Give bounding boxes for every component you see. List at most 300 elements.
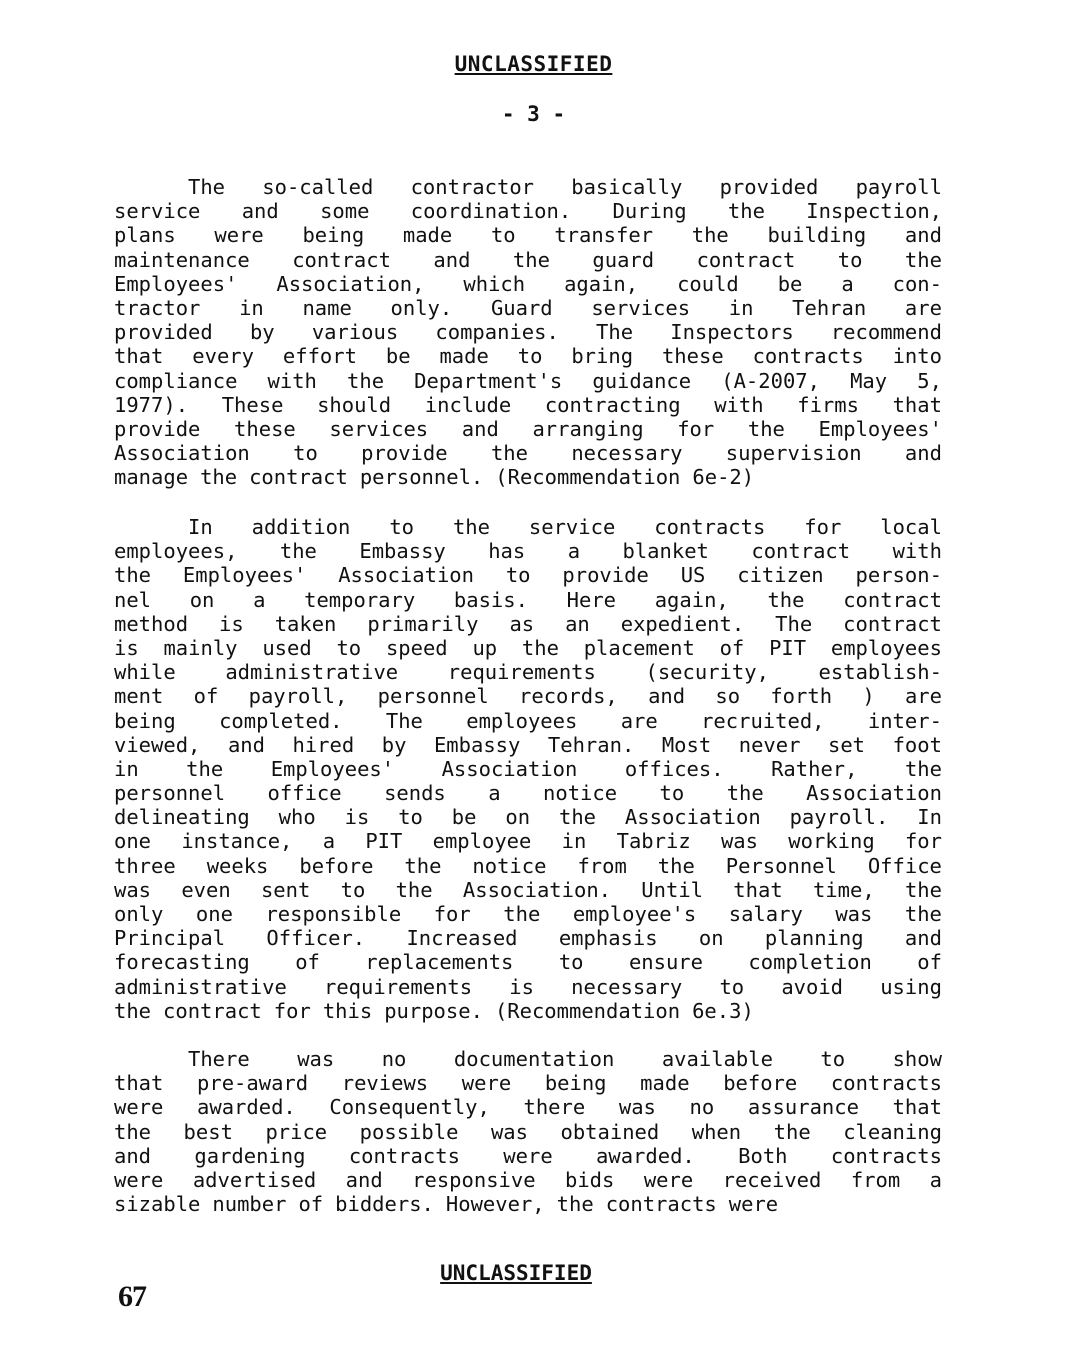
word: while <box>114 660 176 685</box>
word: Personnel <box>725 853 837 878</box>
word: only. <box>390 295 453 320</box>
text-line <box>114 175 942 199</box>
word: Association <box>441 756 578 781</box>
word: was <box>618 1095 656 1120</box>
word: Department's <box>414 368 563 393</box>
word: a <box>567 539 581 564</box>
word: before <box>299 853 374 878</box>
word: again, <box>564 271 639 296</box>
word: the <box>114 1119 152 1144</box>
word: arranging <box>532 416 644 441</box>
word: There <box>188 1047 250 1071</box>
word: recommend <box>830 320 942 345</box>
word: which <box>463 271 526 296</box>
word: various <box>311 320 399 345</box>
word: cleaning <box>843 1119 942 1144</box>
word: and <box>904 223 942 248</box>
word: to <box>820 1047 846 1071</box>
word: awarded. <box>596 1143 695 1168</box>
word: with <box>267 368 317 393</box>
text-line <box>114 539 942 563</box>
word: and <box>433 247 471 272</box>
word: pre-award <box>197 1071 309 1096</box>
word: are <box>620 708 658 733</box>
word: for <box>804 515 842 539</box>
word: addition <box>251 515 351 539</box>
word: provided <box>114 320 213 345</box>
word: contracts <box>830 1071 942 1096</box>
word: necessary <box>571 441 683 466</box>
word: available <box>661 1047 773 1071</box>
word: These <box>221 392 284 417</box>
word: emphasis <box>558 926 658 951</box>
word: that <box>892 392 942 417</box>
word: ment <box>114 684 164 709</box>
word: Embassy <box>359 539 446 564</box>
word: is <box>219 611 244 636</box>
word: sends <box>384 781 446 806</box>
text-line <box>114 417 942 441</box>
word: even <box>181 877 231 902</box>
page-number: - 3 - <box>501 102 566 126</box>
word: contract <box>843 587 942 612</box>
word: notice <box>472 853 547 878</box>
word: Employees' <box>270 756 395 781</box>
word: Employees' <box>182 563 307 588</box>
word: a <box>488 781 501 806</box>
word: method <box>114 611 189 636</box>
word: payroll. <box>789 805 889 830</box>
word: Association <box>114 441 250 466</box>
word: only <box>114 902 164 926</box>
text-line <box>114 805 942 829</box>
word: was <box>114 877 152 902</box>
word: the <box>904 247 942 272</box>
word: Tehran. <box>547 732 635 757</box>
word: 6e.3) <box>692 998 754 1023</box>
word: service <box>114 199 201 224</box>
word: However, <box>445 1192 545 1217</box>
text-line <box>114 465 942 489</box>
word: contract <box>163 998 262 1023</box>
text-line <box>114 248 942 272</box>
word: show <box>892 1047 942 1071</box>
word: Rather, <box>771 756 858 781</box>
word: Embassy <box>433 732 521 757</box>
word: foot <box>892 732 942 757</box>
word: a <box>322 829 336 854</box>
text-line <box>114 223 942 247</box>
text-line <box>114 684 942 708</box>
word: contract <box>292 247 391 272</box>
word: inter- <box>867 708 942 733</box>
word: Tehran <box>792 295 867 320</box>
word: to <box>517 344 543 369</box>
word: when <box>691 1119 742 1144</box>
word: Employees' <box>818 416 942 441</box>
word: no <box>689 1095 715 1120</box>
word: administrative <box>114 974 287 999</box>
word: were <box>214 223 264 248</box>
text-line <box>114 1192 942 1216</box>
word: payroll, <box>248 684 348 709</box>
word: for <box>904 829 942 854</box>
word: provide <box>114 416 201 441</box>
word: 5, <box>917 368 942 393</box>
word: (A-2007, <box>721 368 820 393</box>
word: PIT <box>365 829 403 854</box>
word: employees <box>466 708 578 733</box>
word: no <box>381 1047 407 1071</box>
word: Association <box>624 805 761 830</box>
word: office <box>267 781 342 806</box>
text-line <box>114 975 942 999</box>
text-line <box>114 563 942 587</box>
word: the <box>503 902 541 926</box>
word: the <box>773 1119 811 1144</box>
word: one <box>195 902 233 926</box>
word: gardening <box>194 1143 306 1168</box>
word: awarded. <box>197 1095 296 1120</box>
text-line <box>114 636 942 660</box>
word: on <box>698 926 724 951</box>
word: are <box>904 295 942 320</box>
word: expedient. <box>620 611 745 636</box>
word: Association, <box>276 271 425 296</box>
word: employees <box>830 635 942 660</box>
word: there <box>523 1095 586 1120</box>
word: In <box>188 515 213 539</box>
word: requirements <box>323 974 473 999</box>
word: the <box>490 441 528 466</box>
word: one <box>114 829 152 854</box>
word: price <box>265 1119 328 1144</box>
word: effort <box>282 344 357 369</box>
word: guidance <box>592 368 692 393</box>
text-line <box>114 588 942 612</box>
word: being <box>114 708 176 733</box>
word: has <box>488 539 526 564</box>
word: companies. <box>435 320 559 345</box>
word: planning <box>764 926 864 951</box>
word: bidders. <box>335 1192 434 1217</box>
word: was <box>490 1119 528 1144</box>
word: set <box>828 732 866 757</box>
word: should <box>317 392 392 417</box>
word: establish- <box>818 660 942 685</box>
word: the <box>904 756 942 781</box>
word: primarily <box>367 611 479 636</box>
word: were <box>114 1095 164 1120</box>
word: that <box>733 877 783 902</box>
word: the <box>200 465 238 490</box>
word: to <box>336 635 362 660</box>
word: (Recommendation <box>494 998 681 1023</box>
word: the <box>904 902 942 926</box>
word: was <box>297 1047 335 1071</box>
word: sent <box>260 877 311 902</box>
text-line <box>114 950 942 974</box>
word: to <box>340 877 366 902</box>
word: purpose. <box>384 998 483 1023</box>
text-line <box>114 854 942 878</box>
word: Tabriz <box>616 829 691 854</box>
text-line <box>114 757 942 781</box>
word: every <box>192 344 254 369</box>
text-line <box>114 999 942 1023</box>
word: compliance <box>114 368 238 393</box>
word: responsible <box>265 902 402 926</box>
word: and <box>345 1167 383 1192</box>
word: to <box>558 950 584 975</box>
word: made <box>402 223 453 248</box>
word: to <box>505 563 531 588</box>
word: by <box>249 320 275 345</box>
word: assurance <box>747 1095 859 1120</box>
word: is <box>114 635 139 660</box>
word: weeks <box>206 853 269 878</box>
word: the <box>556 1192 594 1217</box>
word: the <box>727 199 765 224</box>
word: and <box>114 1143 152 1168</box>
word: Most <box>661 732 712 757</box>
text-line <box>114 878 942 902</box>
word: is <box>344 805 370 830</box>
word: speed <box>385 635 448 660</box>
word: Association. <box>462 877 612 902</box>
word: be <box>451 805 477 830</box>
word: tractor <box>114 295 201 320</box>
word: Employees' <box>114 271 238 296</box>
word: administrative <box>225 660 399 685</box>
word: guard <box>592 247 655 272</box>
word: these <box>661 344 724 369</box>
word: Office <box>867 853 942 878</box>
word: to <box>719 974 745 999</box>
word: contracts <box>654 515 766 539</box>
text-line <box>114 781 942 805</box>
word: made <box>439 344 489 369</box>
word: employees, <box>114 539 238 564</box>
word: a <box>929 1167 942 1192</box>
word: plans <box>114 223 176 248</box>
word: working <box>788 829 875 854</box>
word: and <box>904 441 942 466</box>
word: Consequently, <box>329 1095 490 1120</box>
word: contracts <box>830 1143 942 1168</box>
word: taken <box>274 611 337 636</box>
word: sizable <box>114 1192 201 1217</box>
word: were <box>114 1167 164 1192</box>
word: personnel <box>114 781 226 806</box>
word: Here <box>566 587 617 612</box>
word: documentation <box>453 1047 615 1071</box>
word: (Recommendation <box>495 465 681 490</box>
word: possible <box>359 1119 459 1144</box>
word: The <box>596 320 634 345</box>
word: that <box>114 1071 164 1096</box>
word: Inspection, <box>806 199 942 224</box>
word: the <box>767 587 805 612</box>
word: responsive <box>412 1167 536 1192</box>
word: of <box>193 684 219 709</box>
header-classification <box>0 52 1067 76</box>
word: salary <box>728 902 803 926</box>
text-line <box>114 199 942 223</box>
word: necessary <box>571 974 683 999</box>
word: blanket <box>622 539 709 564</box>
word: in <box>239 295 264 320</box>
word: were <box>643 1167 694 1192</box>
word: bring <box>571 344 634 369</box>
word: The <box>188 175 226 199</box>
word: viewed, <box>114 732 201 757</box>
word: temporary <box>304 587 416 612</box>
word: contract <box>696 247 796 272</box>
word: contracting <box>544 392 681 417</box>
text-line <box>114 1095 942 1119</box>
word: to <box>293 441 318 466</box>
word: Until <box>641 877 704 902</box>
word: time, <box>812 877 875 902</box>
word: citizen <box>737 563 824 588</box>
word: be <box>777 271 803 296</box>
word: transfer <box>554 223 654 248</box>
word: Association <box>806 781 942 806</box>
word: Officer. <box>266 926 366 951</box>
word: include <box>424 392 512 417</box>
footer-classification-text: UNCLASSIFIED <box>440 1261 592 1285</box>
word: hired <box>292 732 355 757</box>
word: the <box>395 877 433 902</box>
word: employee <box>432 829 532 854</box>
word: Guard <box>490 295 553 320</box>
word: in <box>114 756 139 781</box>
word: again, <box>654 587 729 612</box>
word: contract <box>751 539 851 564</box>
word: the <box>558 805 597 830</box>
word: three <box>114 853 176 878</box>
text-line <box>114 1047 942 1071</box>
word: reviews <box>341 1071 429 1096</box>
text-line <box>114 1168 942 1192</box>
word: contracts <box>752 344 864 369</box>
word: Increased <box>406 926 518 951</box>
word: the <box>521 635 559 660</box>
word: requirements <box>447 660 596 685</box>
word: US <box>680 563 706 588</box>
word: 6e-2) <box>692 465 755 490</box>
word: mainly <box>163 635 238 660</box>
word: in <box>561 829 587 854</box>
text-line <box>114 369 942 393</box>
text-line <box>114 393 942 417</box>
word: that <box>114 344 164 369</box>
text-line <box>114 1144 942 1168</box>
word: local <box>880 515 942 539</box>
text-line <box>114 344 942 368</box>
word: personnel <box>377 684 489 709</box>
word: from <box>577 853 627 878</box>
word: the <box>452 515 490 539</box>
word: these <box>234 416 296 441</box>
word: provide <box>562 563 649 588</box>
word: notice <box>543 781 618 806</box>
word: service <box>528 515 616 539</box>
text-line <box>114 272 942 296</box>
word: before <box>723 1071 798 1096</box>
word: firms <box>797 392 859 417</box>
word: were <box>503 1143 553 1168</box>
word: as <box>509 611 535 636</box>
word: instance, <box>181 829 293 854</box>
word: placement <box>583 635 695 660</box>
text-line <box>114 733 942 757</box>
word: basis. <box>453 587 528 612</box>
text-line <box>114 320 942 344</box>
word: a <box>841 271 854 296</box>
word: and <box>648 684 686 709</box>
word: ensure <box>628 950 703 975</box>
word: to <box>490 223 516 248</box>
word: During <box>612 199 687 224</box>
word: person- <box>855 563 942 588</box>
word: was <box>720 829 758 854</box>
word: contracts <box>605 1192 717 1217</box>
word: is <box>509 974 534 999</box>
word: The <box>385 708 423 733</box>
word: the <box>114 563 152 588</box>
word: contract <box>249 465 348 490</box>
text-line <box>114 1071 942 1095</box>
word: from <box>850 1167 901 1192</box>
word: May <box>850 368 888 393</box>
word: records, <box>519 684 618 709</box>
word: the <box>904 877 942 902</box>
word: avoid <box>781 974 844 999</box>
word: never <box>738 732 801 757</box>
word: to <box>837 247 863 272</box>
paragraph-3 <box>114 1047 942 1216</box>
word: to <box>659 781 685 806</box>
word: services <box>329 416 429 441</box>
word: delineating <box>114 805 250 830</box>
word: Principal <box>114 926 226 951</box>
word: the <box>186 756 224 781</box>
word: offices. <box>624 756 724 781</box>
word: (security, <box>645 660 769 685</box>
word: completed. <box>219 708 343 733</box>
word: was <box>835 902 873 926</box>
word: Both <box>738 1143 788 1168</box>
word: the <box>114 998 152 1023</box>
word: and <box>461 416 499 441</box>
word: on <box>189 587 215 612</box>
paragraph-1 <box>114 175 942 489</box>
word: ) <box>862 684 875 709</box>
word: con- <box>892 271 942 296</box>
word: forth <box>770 684 833 709</box>
text-line <box>114 902 942 926</box>
word: payroll <box>855 175 942 199</box>
text-line <box>114 829 942 853</box>
word: the <box>347 368 385 393</box>
text-line <box>114 515 942 539</box>
word: best <box>183 1119 233 1144</box>
word: for <box>433 902 471 926</box>
word: being <box>544 1071 607 1096</box>
word: the <box>726 781 764 806</box>
